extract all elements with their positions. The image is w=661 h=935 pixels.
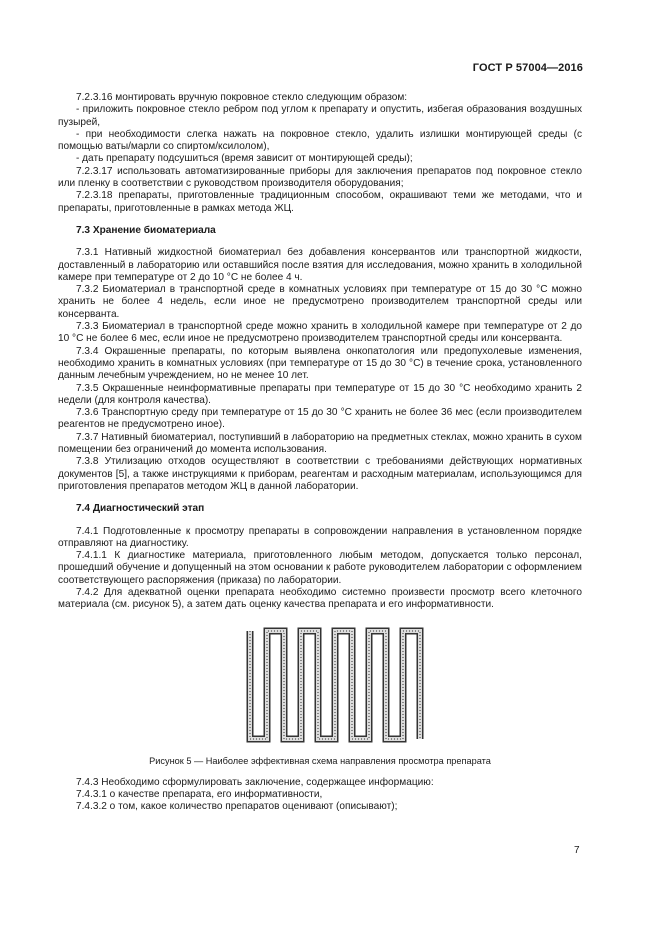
paragraph: 7.3.5 Окрашенные неинформативные препараты при температуре от 15 до 30 °C необходимо хранить 2 недели (для контроля качества). [58,382,582,406]
document-body [58,92,582,814]
paragraph: 7.3.6 Транспортную среду при температуре от 15 до 30 °C хранить не более 36 мес (если производителем реагентов не предусмотрено иное). [58,407,582,431]
paragraph: 7.2.3.16 монтировать вручную покровное стекло следующим образом: [76,92,408,103]
list-item: 7.4.3.2 о том, какое количество препаратов оценивают (описывают); [76,801,398,813]
list-item: - приложить покровное стекло ребром под углом к препарату и опустить, избегая образования воздушных пузырей, [58,104,582,128]
section-heading-7-4: 7.4 Диагностический этап [76,503,205,515]
list-item: 7.4.3.1 о качестве препарата, его информативности, [76,789,323,801]
paragraph: 7.4.1.1 К диагностике материала, приготовленного любым методом, допускается только персонал, прошедший обучение и допущенный на этом основании к работе руководителем лаборатории с оформлением соответствующего распоряжения (приказа) по лаборатории. [58,550,582,586]
figure-5 [58,625,582,747]
paragraph: 7.2.3.18 препараты, приготовленные традиционным способом, окрашивают теми же методами, что и препараты, приготовленные в рамках метода ЖЦ. [58,190,582,214]
section-heading-7-3: 7.3 Хранение биоматериала [76,224,216,236]
page-number: 7 [574,845,580,856]
list-item: - дать препарату подсушиться (время зависит от монтирующей среды); [76,153,413,165]
paragraph: 7.3.3 Биоматериал в транспортной среде можно хранить в холодильной камере при температуре от 2 до 10 °C не более 6 мес, если иное не предусмотрено производителем транспортной среды или консерванта. [58,321,582,345]
scan-path-diagram [242,625,432,747]
paragraph: 7.4.2 Для адекватной оценки препарата необходимо системно произвести просмотр всего клеточного материала (см. рисунок 5), а затем дать оценку качества препарата и его информативности. [58,586,582,611]
list-item: - при необходимости слегка нажать на покровное стекло, удалить излишки монтирующей среды (с помощью ваты/марли со спиртом/ксилолом), [58,128,582,153]
paragraph: 7.3.8 Утилизацию отходов осуществляют в соответствии с требованиями действующих нормативных документов [5], а также инструкциями к приборам, реагентам и расходным материалам, использующимся для приготовления препаратов методом ЖЦ в данной лаборатории. [58,456,582,492]
paragraph: 7.2.3.17 использовать автоматизированные приборы для заключения препаратов под покровное стекло или пленку в соответствии с руководством производителя оборудования; [58,165,582,190]
document-id: ГОСТ Р 57004—2016 [472,62,583,74]
paragraph: 7.3.2 Биоматериал в транспортной среде в комнатных условиях при температуре от 15 до 30 °C можно хранить не более 4 недель, если иное не предусмотрено производителем транспортной среды или консерванта. [58,284,582,320]
paragraph: 7.3.1 Нативный жидкостной биоматериал без добавления консервантов или транспортной жидкости, доставленный в лабораторию или оставшийся после взятия для исследования, можно хранить в холодильной камере при температуре от 2 до 10 °C не более 4 ч. [58,247,582,283]
figure-caption: Рисунок 5 — Наиболее эффективная схема направления просмотра препарата [149,755,491,766]
paragraph: 7.4.3 Необходимо сформулировать заключение, содержащее информацию: [76,776,434,788]
paragraph: 7.4.1 Подготовленные к просмотру препараты в сопровождении направления в установленном порядке отправляют на диагностику. [58,525,582,549]
paragraph: 7.3.7 Нативный биоматериал, поступивший в лабораторию на предметных стеклах, можно хранить в сухом помещении без ограничений до момента использования. [58,431,582,456]
paragraph: 7.3.4 Окрашенные препараты, по которым выявлена онкопатология или предопухолевые изменения, необходимо хранить в комнатных условиях (при температуре от 15 до 30 °C) в течение срока, установленного данным лечебным учреждением, но не менее 10 лет. [58,345,582,382]
